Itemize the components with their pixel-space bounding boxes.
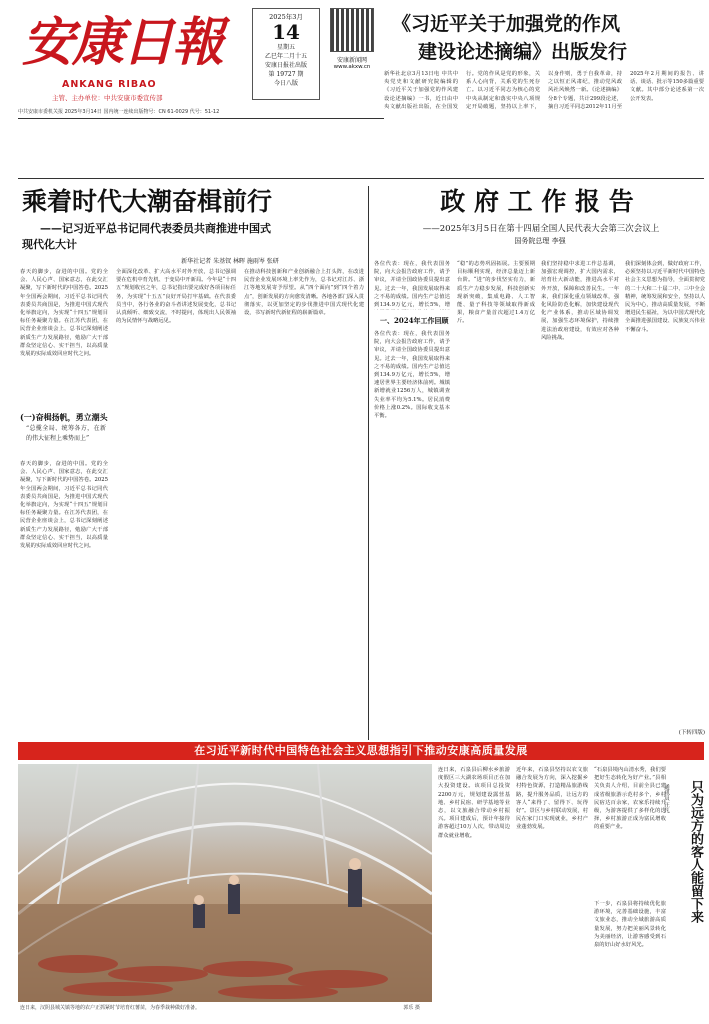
feature-col1: 连日来，石泉县后柳水乡旅游度假区三大湖农场项目正在加大投资建设。该项目总投资2200万元，规划建设露营基地、乡村民宿、研学基地等业态，以文旅融合带动乡村振兴。项目建成后，预计年接待游客超过10万人次，带动周边群众就业增收。 xyxy=(438,767,510,839)
column-divider xyxy=(368,186,369,740)
continued-note: (下转四版) xyxy=(678,730,705,736)
page-count: 今日八版 xyxy=(273,80,298,87)
lead-article-subtitle-1: ——记习近平总书记同代表委员共商推进中国式 xyxy=(40,222,271,235)
photo-credit: 郭乐 摄 xyxy=(403,1005,420,1011)
gov-report-col1b: 各位代表：现在，我代表国务院，向大会报告政府工作，请予审议，并请全国政协委员提出意见。过去一年，我国发展取得来之不易的成绩。国内生产总值达到134.9万亿元，增长5%，增速居世界主要经济体前列。城镇新增就业1256万人，城镇调查失业率平均为5.1%。居民消费价格上涨0.2%。国际收支基本平衡。 xyxy=(374,331,450,420)
lead-article-byline: 新华社记者 朱基钗 林晖 施雨岑 张研 xyxy=(181,258,279,265)
top-section-divider xyxy=(18,178,704,179)
date-lunar: 乙巳年二月十五 xyxy=(264,53,307,60)
newspaper-logo: 安康日報 xyxy=(22,12,223,73)
top-article-body: 新华社北京3月13日电 中共中央党史和文献研究院编辑的《习近平关于加强党的作风建设论述摘编》一书，近日由中央文献出版社出版，在全国发行。党的作风是党的形象，关系人心向背，关系党的生死存亡。以习近平同志为核心的党中央从制定和落实中央八项规定开局破题，坚持以上率下，以身作则，勇于自我革命，持之以恒正风肃纪，推动党风政风社风焕然一新。《论述摘编》分8个专题，共计299段论述，摘自习近平同志2012年11月至2025年2月期间的报告、讲话、谈话、批示等150多篇重要文献。其中部分论述系第一次公开发表。 xyxy=(384,71,704,110)
banner-text: 在习近平新时代中国特色社会主义思想指引下推动安康高质量发展 xyxy=(194,744,528,757)
lead-section-quote: “总揽全局、统筹各方，在新的伟大征程上乘势而上” xyxy=(26,425,106,442)
gov-report-section-1: 一、2024年工作回顾 xyxy=(380,316,449,325)
gov-report-col4: 我们深刻体会到，做好政府工作，必须坚持以习近平新时代中国特色社会主义思想为指导，全面贯彻党的二十大和二十届二中、三中全会精神，统筹发展和安全，坚持以人民为中心，推动高质量发展，不断增进民生福祉，为以中国式现代化全面推进强国建设、民族复兴伟业不懈奋斗。 xyxy=(625,261,705,333)
top-article-title-1: 《习近平关于加强党的作风 xyxy=(392,13,621,35)
top-article-title-2: 建设论述摘编》出版发行 xyxy=(418,41,628,63)
masthead-divider xyxy=(18,118,384,119)
gov-report-col3: 我们坚持稳中求进工作总基调，加强宏观调控，扩大国内需求，培育壮大新动能，推进高水平对外开放，保障和改善民生。一年来，我们深化重点领域改革，强化风险防范化解，加快建设现代化产业体系，推动区域协调发展，加强生态环境保护，持续推进法治政府建设，有效应对各种风险挑战。 xyxy=(541,261,619,341)
app-label: 安康新闻网 xyxy=(336,57,367,64)
gov-report-title: 政 府 工 作 报 告 xyxy=(440,187,634,216)
date-weekday: 星期五 xyxy=(276,44,295,51)
feature-byline: 通讯员 汪凡 xyxy=(663,784,669,814)
lead-article-col2: 全面深化改革、扩大高水平对外开放，总书记强调要在危机中育先机、于变局中开新局。今年是“十四五”规划收官之年，总书记指出要完成好各项目标任务，为实现“十五五”良好开局打牢基础。在代表委员当中，各行各业的奋斗者讲述发展变化，总书记认真倾听、细致交流，不时提问，体现出人民领袖的为民情怀与战略远见。 xyxy=(116,269,236,325)
feature-col4: 下一步，石泉县将持续优化旅游环境，完善基础设施，丰富文旅业态，推动全域旅游高质量发展，努力把美丽风景转化为美丽经济，让游客感受到石泉的好山好水好风光。 xyxy=(594,901,666,949)
registration-line: 中共安康市委机关报 2025年3月14日 国内统一连续出版物号：CN 61-0029 代号：51-12 xyxy=(18,109,220,115)
date-day: 14 xyxy=(272,20,300,44)
feature-title: 只为远方的客人能留下来 xyxy=(688,780,703,923)
lead-article-col3: 在推动科技创新和产业创新融合上打头阵，在改进民营企业发展环境上率先作为，总书记对江苏、浙江等地发展寄予厚望。从“四个面向”到“四个着力点”，创新发展的方向愈发清晰。各地各部门深入贯彻落实，以更加坚定的步伐推进中国式现代化建设，书写新时代新征程的崭新篇章。 xyxy=(244,269,364,317)
newspaper-pinyin: ANKANG RIBAO xyxy=(62,79,157,90)
publisher: 安康日报社出版 xyxy=(264,62,307,69)
sponsor-line: 主管、主办单位：中共安康市委宣传部 xyxy=(52,94,163,102)
lead-article-subtitle-2: 现代化大计 xyxy=(22,238,77,251)
feature-col3: “石泉县境内山清水秀，我们要把好生态转化为好产业。”县相关负责人介绍，目前全县已建成省级旅游示范村多个，乡村民宿达百余家，农家乐持续升级，为游客提供了多样化的选择，乡村旅游正成为富民增收的重要产业。 xyxy=(594,767,666,831)
date-year-month: 2025年3月 xyxy=(269,13,303,21)
qr-code-icon xyxy=(330,8,374,52)
lead-article-title: 乘着时代大潮奋楫前行 xyxy=(22,187,273,216)
lead-article-col1: 春天的脚步，奋进的中国。党的全会、人民心声、国家意志，在此交汇凝聚，写下新时代的中国答卷。2025年全国两会期间，习近平总书记同代表委员共商国是，为推进中国式现代化举旗定向，为实现“十四五”规划目标任务凝聚力量。在江苏代表团，在民营企业座谈会上，总书记深刻阐述新质生产力发展路径，勉励广大干部群众坚定信心、实干担当，以高质量发展的实际成效回应时代之问。 xyxy=(20,269,108,358)
banner xyxy=(18,742,704,760)
news-photo xyxy=(18,764,432,1002)
website-label: www.akxw.cn xyxy=(333,64,371,70)
gov-report-author: 国务院总理 李强 xyxy=(514,237,566,245)
date-box xyxy=(252,8,320,100)
issue-number: 第 19727 期 xyxy=(268,71,304,78)
gov-report-col1: 各位代表：现在，我代表国务院，向大会报告政府工作，请予审议，并请全国政协委员提出意见。过去一年，我国发展取得来之不易的成绩。国内生产总值达到134.9万亿元，增长5%，增 xyxy=(374,261,450,309)
lead-article-col1b: 春天的脚步，奋进的中国。党的全会、人民心声、国家意志，在此交汇凝聚，写下新时代的中国答卷。2025年全国两会期间，习近平总书记同代表委员共商国是，为推进中国式现代化举旗定向，为实现“十四五”规划目标任务凝聚力量。在江苏代表团，在民营企业座谈会上，总书记深刻阐述新质生产力发展路径，勉励广大干部群众坚定信心、实干担当，以高质量发展的实际成效回应时代之问。 xyxy=(20,461,108,550)
gov-report-col2: “稳”的态势巩固拓展。主要预期目标顺利实现，经济总量迈上新台阶。“进”的步伐坚实有力，新质生产力稳步发展，科技创新实现新突破，集成电路、人工智能、量子科技等领域取得新成果，粮食产量首次超过1.4万亿斤。 xyxy=(457,261,535,325)
greenhouse-photo xyxy=(18,764,432,1002)
photo-caption: 连日来，汉阴县城关镇等地的农户正抓紧时节培育红薯苗，为春季栽种做好准备。 xyxy=(20,1005,201,1011)
lead-section-heading: (一)奋楫扬帆，勇立潮头 xyxy=(20,412,108,422)
feature-col2: 近年来，石泉县坚持以农文旅融合发展为方向，深入挖掘乡村特色资源，打造精品旅游线路，提升服务品质，让远方的客人“来得了、留得下、玩得好”。景区与乡村联动发展，村民在家门口实现就业，乡村产业蓬勃发展。 xyxy=(516,767,588,831)
gov-report-subtitle: ——2025年3月5日在第十四届全国人民代表大会第三次会议上 xyxy=(422,224,660,234)
